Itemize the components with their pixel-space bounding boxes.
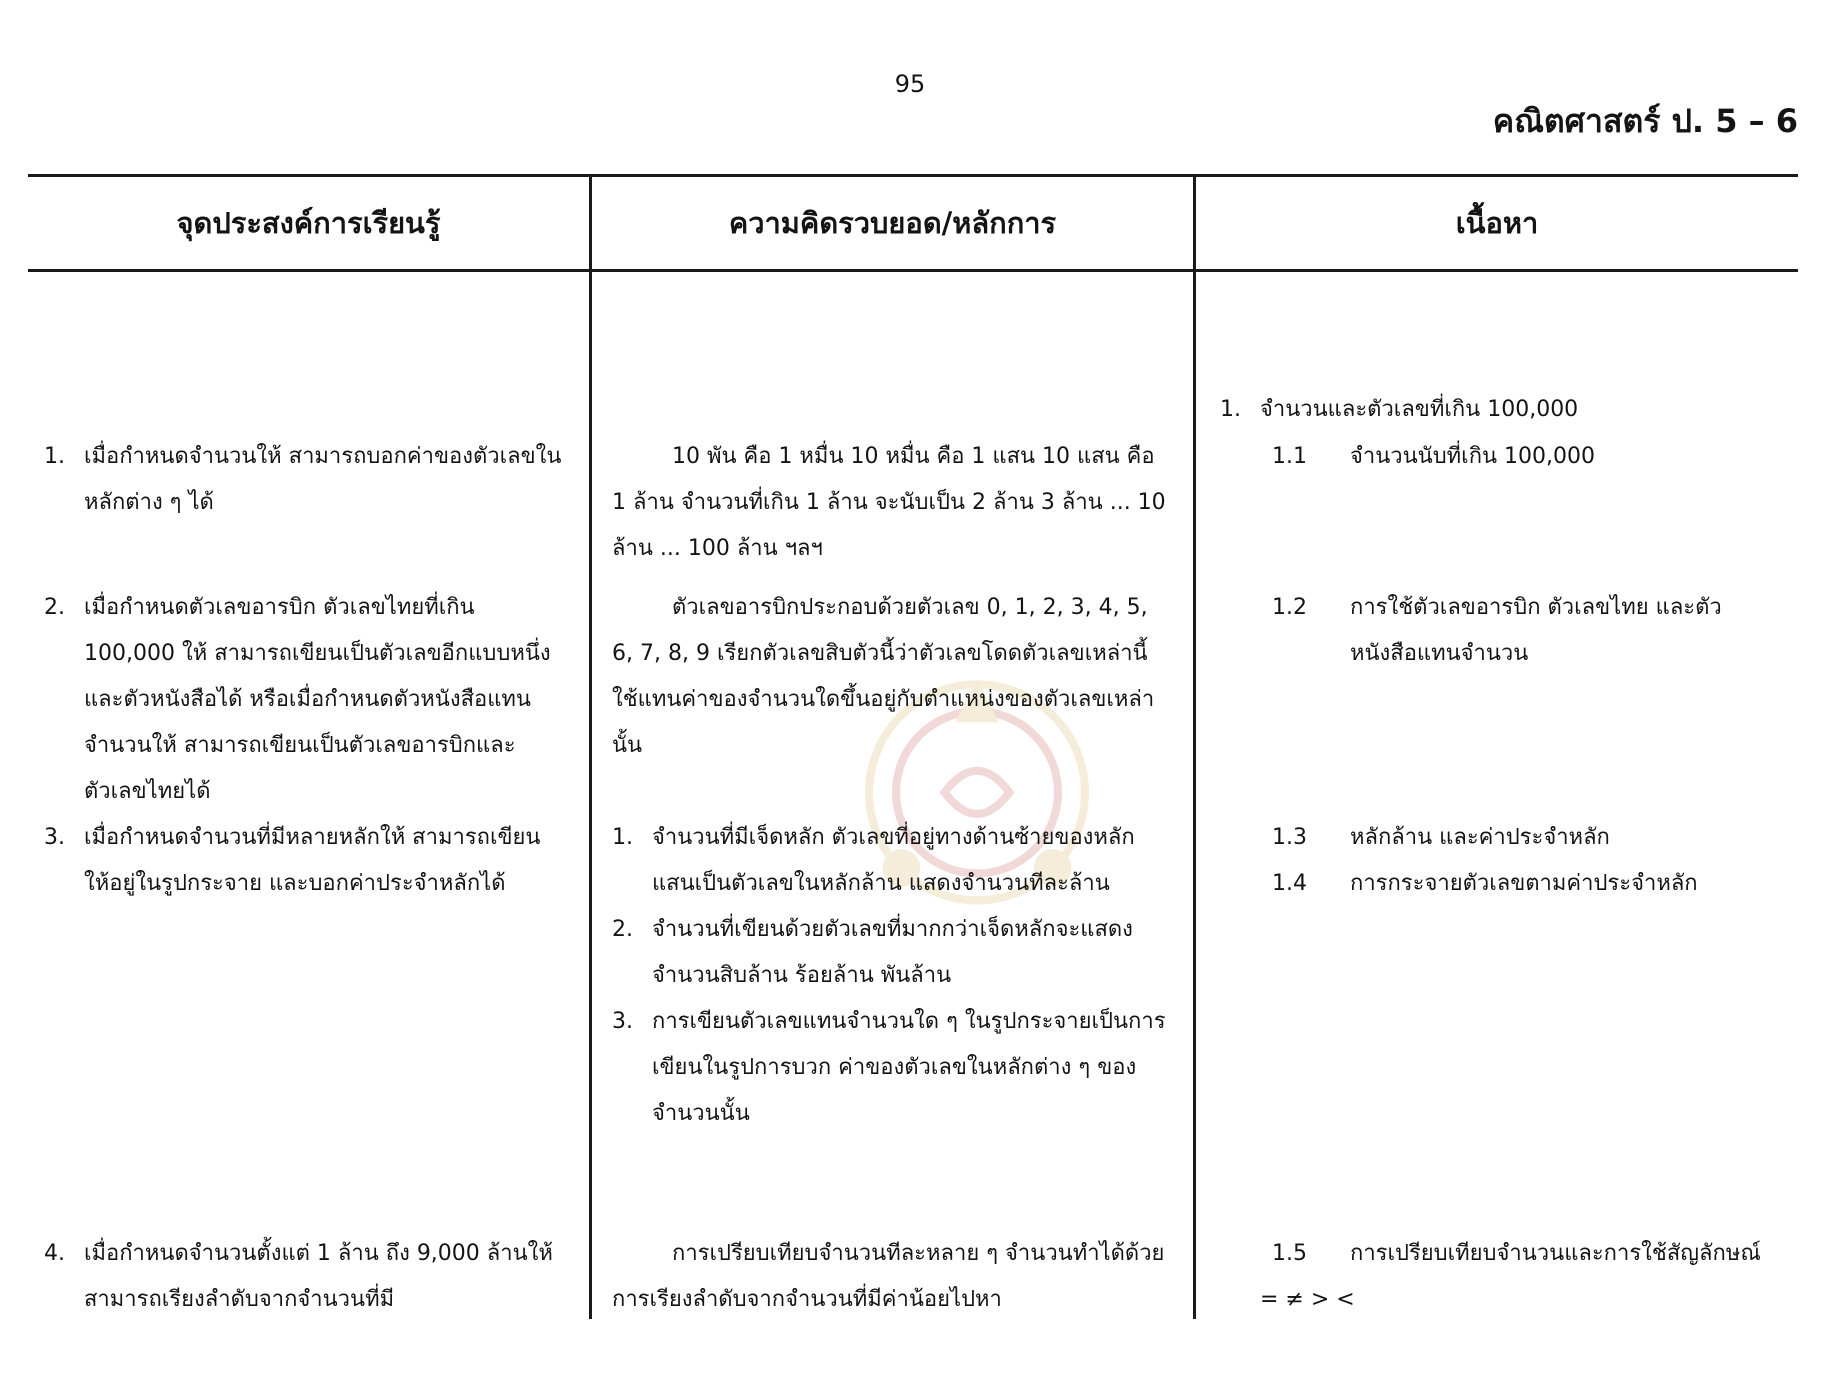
objective-item: [44, 815, 564, 907]
curriculum-table: [28, 174, 1798, 1319]
header-concepts: ความคิดรวบยอด/หลักการ: [728, 206, 1057, 240]
content-text: จำนวนและตัวเลขที่เกิน 100,000: [1260, 397, 1579, 422]
concept-text: จำนวนที่เขียนด้วยตัวเลขที่มากกว่าเจ็ดหลักจะแสดงจำนวนสิบล้าน ร้อยล้าน พันล้าน: [652, 917, 1133, 988]
content-sub-number: 1.3: [1272, 825, 1307, 850]
content-sub-text: การกระจายตัวเลขตามค่าประจำหลัก: [1350, 871, 1698, 896]
concept-number: 2.: [612, 917, 633, 942]
content-sub-number: 1.5: [1272, 1241, 1307, 1266]
content-sub-text: หลักล้าน และค่าประจำหลัก: [1350, 825, 1610, 850]
content-sub-text: จำนวนนับที่เกิน 100,000: [1350, 444, 1596, 469]
comparison-symbols: = ≠ > <: [1260, 1287, 1355, 1312]
concept-paragraph: 10 พัน คือ 1 หมื่น 10 หมื่น คือ 1 แสน 10 แสน คือ 1 ล้าน จำนวนที่เกิน 1 ล้าน จะนับเป็น 2 ล้าน 3 ล้าน ... 10 ล้าน ... 100 ล้าน ฯลฯ: [612, 444, 1166, 561]
content-sub-number: 1.2: [1272, 595, 1307, 620]
concept-text: จำนวนที่มีเจ็ดหลัก ตัวเลขที่อยู่ทางด้านซ้ายของหลักแสนเป็นตัวเลขในหลักล้าน แสดงจำนวนทีละล้าน: [652, 825, 1135, 896]
concept-list: [612, 815, 1172, 1137]
header-divider: [28, 269, 1798, 272]
concept-paragraph: การเปรียบเทียบจำนวนทีละหลาย ๆ จำนวนทำได้ด้วยการเรียงลำดับจากจำนวนที่มีค่าน้อยไปหา: [612, 1241, 1165, 1312]
objective-number: 1.: [44, 444, 65, 469]
objective-text: เมื่อกำหนดตัวเลขอารบิก ตัวเลขไทยที่เกิน 100,000 ให้ สามารถเขียนเป็นตัวเลขอีกแบบหนึ่ง และตัวหนังสือได้ หรือเมื่อกำหนดตัวหนังสือแทนจำนวนให้ สามารถเขียนเป็นตัวเลขอารบิกและตัวเลขไทยได้: [84, 595, 551, 804]
concept-text: การเขียนตัวเลขแทนจำนวนใด ๆ ในรูปกระจายเป็นการเขียนในรูปการบวก ค่าของตัวเลขในหลักต่าง ๆ ของจำนวนนั้น: [652, 1009, 1166, 1126]
content-sub-item: [1220, 1231, 1780, 1277]
objective-item: [44, 1231, 564, 1323]
objective-text: เมื่อกำหนดจำนวนที่มีหลายหลักให้ สามารถเขียนให้อยู่ในรูปกระจาย และบอกค่าประจำหลักได้: [84, 825, 541, 896]
content-sub-item: [1220, 815, 1780, 861]
content-sub-number: 1.1: [1272, 444, 1307, 469]
content-sub-item: [1220, 861, 1780, 907]
objective-number: 4.: [44, 1241, 65, 1266]
header-content: เนื้อหา: [1455, 206, 1539, 240]
objective-text: เมื่อกำหนดจำนวนตั้งแต่ 1 ล้าน ถึง 9,000 ล้านให้ สามารถเรียงลำดับจากจำนวนที่มี: [84, 1241, 553, 1312]
objective-number: 2.: [44, 595, 65, 620]
column-divider: [1193, 177, 1196, 1319]
column-divider: [589, 177, 592, 1319]
content-main-item: [1220, 387, 1780, 433]
objective-number: 3.: [44, 825, 65, 850]
content-sub-item: [1220, 585, 1780, 677]
objective-item: [44, 585, 564, 815]
content-sub-number: 1.4: [1272, 871, 1307, 896]
content-sub-text: การใช้ตัวเลขอารบิก ตัวเลขไทย และตัวหนังสือแทนจำนวน: [1350, 595, 1722, 666]
concept-number: 1.: [612, 825, 633, 850]
content-sub-text: การเปรียบเทียบจำนวนและการใช้สัญลักษณ์: [1350, 1241, 1761, 1266]
concept-number: 3.: [612, 1009, 633, 1034]
content-number: 1.: [1220, 397, 1241, 422]
objective-text: เมื่อกำหนดจำนวนให้ สามารถบอกค่าของตัวเลขในหลักต่าง ๆ ได้: [84, 444, 562, 515]
page-number: 95: [894, 70, 926, 98]
concept-paragraph: ตัวเลขอารบิกประกอบด้วยตัวเลข 0, 1, 2, 3, 4, 5, 6, 7, 8, 9 เรียกตัวเลขสิบตัวนี้ว่าตัวเลขโดดตัวเลขเหล่านี้ใช้แทนค่าของจำนวนใดขึ้นอยู่กับตำแหน่งของตัวเลขเหล่านั้น: [612, 595, 1155, 758]
content-sub-item: [1220, 434, 1780, 480]
header-objectives: จุดประสงค์การเรียนรู้: [176, 206, 441, 240]
objective-item: [44, 434, 564, 526]
subject-header: คณิตศาสตร์ ป. 5 – 6: [1492, 102, 1798, 140]
